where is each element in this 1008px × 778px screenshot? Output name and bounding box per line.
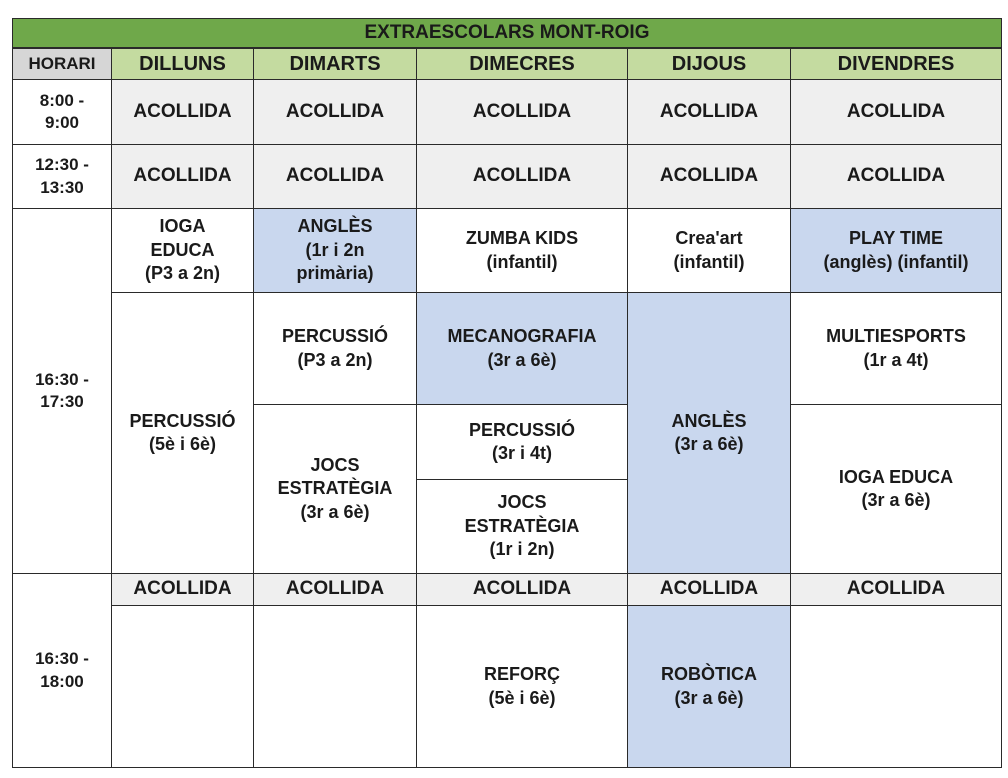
time-start: 16:30 - [35, 649, 89, 669]
activity-group: (3r a 6è) [674, 434, 744, 454]
header-horari [12, 48, 112, 80]
activity-robotica [627, 605, 791, 768]
acollida-label: ACOLLIDA [472, 100, 572, 122]
acollida-cell [627, 144, 791, 209]
empty-cell [790, 605, 1002, 768]
header-day-dimecres [416, 48, 628, 80]
acollida-cell [790, 144, 1002, 209]
activity-name: Crea'art [675, 228, 743, 249]
time-start: 8:00 - [39, 90, 85, 110]
activity-group: (5è i 6è) [488, 687, 556, 708]
activity-group: (3r a 6è) [861, 490, 931, 510]
acollida-label: ACOLLIDA [659, 165, 759, 187]
time-slot-morning [12, 79, 112, 145]
activity-name: MECANOGRAFIA [447, 326, 597, 347]
header-day-dilluns [111, 48, 254, 80]
activity-percussio-5e [111, 292, 254, 574]
activity-reforc [416, 605, 628, 768]
acollida-cell [253, 79, 417, 145]
acollida-cell [790, 79, 1002, 145]
activity-group: (5è i 6è) [148, 434, 217, 454]
activity-group: (infantil) [673, 251, 745, 272]
activity-ioga-educa-3r [790, 404, 1002, 574]
activity-name: IOGA [159, 216, 206, 237]
activity-group: primària) [296, 263, 374, 284]
time-end: 17:30 [40, 392, 84, 411]
acollida-label: ACOLLIDA [133, 578, 232, 600]
activity-name: JOCS [497, 492, 547, 513]
activity-group: (infantil) [486, 251, 558, 272]
activity-name: ANGLÈS [671, 410, 747, 431]
activity-name: EDUCA [150, 239, 215, 260]
activity-name: JOCS [310, 454, 360, 475]
acollida-label: ACOLLIDA [285, 578, 385, 600]
activity-name: IOGA EDUCA [838, 466, 954, 487]
time-end: 13:30 [40, 177, 84, 197]
acollida-label: ACOLLIDA [285, 100, 385, 122]
time-start: 16:30 - [35, 369, 89, 389]
activity-angles-3r [627, 292, 791, 574]
header-day-divendres [790, 48, 1002, 80]
activity-creaart [627, 208, 791, 293]
activity-group: (1r i 2n [305, 239, 365, 260]
activity-group: (3r i 4t) [491, 443, 552, 463]
activity-multiesports [790, 292, 1002, 405]
acollida-cell [111, 144, 254, 209]
header-day-dijous [627, 48, 791, 80]
activity-group: (3r a 6è) [487, 349, 557, 370]
acollida-label: ACOLLIDA [846, 578, 946, 600]
time-slot-midday [12, 144, 112, 209]
header-horari-text: HORARI [28, 53, 96, 73]
acollida-label: ACOLLIDA [133, 165, 232, 187]
acollida-cell [253, 144, 417, 209]
acollida-label: ACOLLIDA [659, 100, 759, 122]
acollida-cell [627, 573, 791, 606]
acollida-cell [253, 573, 417, 606]
activity-name: ANGLÈS [297, 216, 373, 237]
activity-group: (1r i 2n) [489, 539, 555, 560]
activity-name: ROBÒTICA [661, 664, 757, 685]
acollida-label: ACOLLIDA [472, 578, 572, 600]
activity-name: PERCUSSIÓ [281, 326, 389, 347]
activity-group: (3r a 6è) [674, 687, 744, 708]
acollida-cell [416, 144, 628, 209]
activity-group: (1r a 4t) [863, 349, 929, 370]
activity-group: (P3 a 2n) [297, 349, 373, 370]
acollida-cell [111, 79, 254, 145]
acollida-cell [416, 573, 628, 606]
activity-percussio-p3 [253, 292, 417, 405]
activity-percussio-3r [416, 404, 628, 480]
acollida-label: ACOLLIDA [846, 165, 946, 187]
activity-name: PLAY TIME [848, 228, 944, 249]
activity-name: PERCUSSIÓ [129, 410, 236, 431]
header-day-label: DIVENDRES [837, 53, 955, 75]
timetable [12, 18, 1002, 768]
header-day-label: DILLUNS [139, 53, 226, 75]
acollida-label: ACOLLIDA [472, 165, 572, 187]
acollida-cell [627, 79, 791, 145]
empty-cell [253, 605, 417, 768]
activity-name: ESTRATÈGIA [464, 515, 580, 536]
acollida-label: ACOLLIDA [659, 578, 759, 600]
acollida-label: ACOLLIDA [133, 100, 232, 122]
acollida-cell [111, 573, 254, 606]
activity-name: ZUMBA KIDS [465, 228, 579, 249]
time-slot-late [12, 573, 112, 768]
activity-jocs-estrategia-3r [253, 404, 417, 574]
time-slot-afternoon [12, 208, 112, 574]
header-day-label: DIJOUS [671, 53, 747, 75]
table-title-text: EXTRAESCOLARS MONT-ROIG [364, 21, 650, 43]
acollida-cell [790, 573, 1002, 606]
acollida-label: ACOLLIDA [846, 100, 946, 122]
activity-name: ESTRATÈGIA [277, 478, 393, 499]
activity-mecanografia [416, 292, 628, 405]
activity-play-time [790, 208, 1002, 293]
activity-name: MULTIESPORTS [826, 326, 966, 347]
time-end: 9:00 [44, 113, 80, 132]
activity-jocs-estrategia-1r [416, 479, 628, 574]
header-day-dimarts [253, 48, 417, 80]
acollida-label: ACOLLIDA [285, 165, 385, 187]
time-end: 18:00 [40, 671, 84, 691]
activity-group: (anglès) (infantil) [823, 251, 969, 272]
header-day-label: DIMARTS [289, 53, 381, 75]
activity-zumba-kids [416, 208, 628, 293]
activity-name: REFORÇ [484, 664, 560, 685]
table-title [12, 18, 1002, 48]
acollida-cell [416, 79, 628, 145]
activity-angles-1r [253, 208, 417, 293]
activity-name: PERCUSSIÓ [468, 419, 576, 440]
activity-group: (P3 a 2n) [144, 263, 221, 284]
activity-group: (3r a 6è) [300, 501, 370, 522]
activity-ioga-educa-p3 [111, 208, 254, 293]
time-start: 12:30 - [35, 155, 89, 175]
empty-cell [111, 605, 254, 768]
header-day-label: DIMECRES [469, 53, 575, 75]
